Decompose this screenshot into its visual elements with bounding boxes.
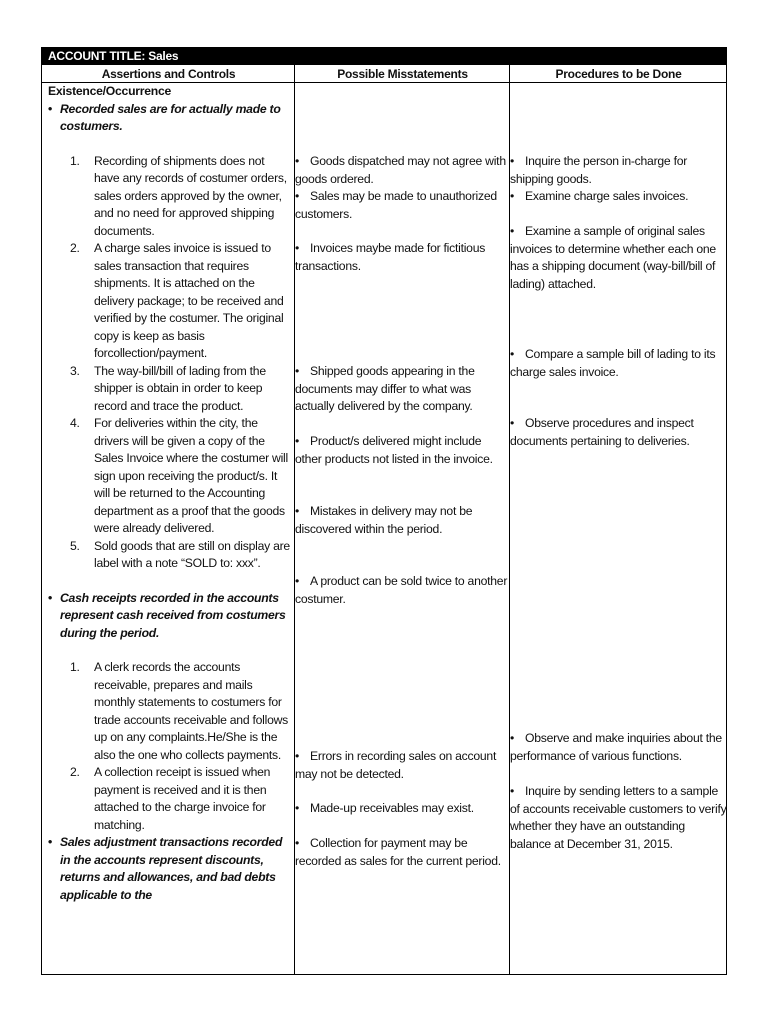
- assertions-column: [42, 83, 294, 974]
- procedure-item: • Inquire by sending letters to a sample of accounts receivable customers to verify whether they have an outstanding balance at December 31, 2015.: [510, 784, 727, 851]
- control-item: 1. Recording of shipments does not have any records of costumer orders, sales orders approved by the owner, and no need for approved shipping documents.: [70, 153, 287, 238]
- control-item: 2. A collection receipt is issued when payment is received and it is then attached to the charge invoice for matching.: [70, 765, 271, 832]
- misstatement-item: • Invoices maybe made for fictitious transactions.: [295, 241, 486, 273]
- audit-program-table: [41, 47, 727, 975]
- assertion-item: • Sales adjustment transactions recorded in the accounts represent discounts, returns and allowances, and bad debts applicable to the: [48, 834, 290, 904]
- procedure-item: • Observe and make inquiries about the performance of various functions.: [510, 731, 722, 763]
- procedure-item: • Examine charge sales invoices.: [510, 189, 689, 203]
- assertion-item: • Recorded sales are for actually made to costumers.: [48, 101, 290, 136]
- control-list: [48, 659, 290, 834]
- misstatement-item: • A product can be sold twice to another costumer.: [295, 574, 508, 606]
- misstatement-item: • Sales may be made to unauthorized customers.: [295, 189, 497, 221]
- section-heading: Existence/Occurrence: [48, 84, 172, 98]
- procedure-item: • Inquire the person in-charge for shipping goods.: [510, 154, 688, 186]
- misstatement-item: • Product/s delivered might include other products not listed in the invoice.: [295, 434, 493, 466]
- procedure-item: • Observe procedures and inspect documents pertaining to deliveries.: [510, 416, 694, 448]
- control-item: 3. The way-bill/bill of lading from the shipper is obtain in order to keep record and trace the product.: [70, 363, 266, 413]
- procedure-item: • Compare a sample bill of lading to its charge sales invoice.: [510, 347, 716, 379]
- control-item: 2. A charge sales invoice is issued to sales transaction that requires shipments. It is attached on the delivery package; to be received and verified by the costumer. The original copy is keep as basis forcollection/payment.: [70, 241, 284, 360]
- header-assertions: Assertions and Controls: [42, 65, 295, 83]
- misstatements-column: [295, 83, 509, 974]
- misstatement-item: • Errors in recording sales on account may not be detected.: [295, 749, 497, 781]
- control-item: 1. A clerk records the accounts receivable, prepares and mails monthly statements to costumers for trade accounts receivable and follows up on any complaints.He/She is the also the one who collects payments.: [70, 660, 288, 762]
- header-misstatements: Possible Misstatements: [295, 65, 510, 83]
- misstatement-item: • Goods dispatched may not agree with goods ordered.: [295, 154, 506, 186]
- misstatement-item: • Collection for payment may be recorded as sales for the current period.: [295, 836, 501, 868]
- procedures-column: [510, 83, 727, 974]
- account-title: ACCOUNT TITLE: Sales: [42, 48, 726, 65]
- header-procedures: Procedures to be Done: [510, 65, 727, 83]
- control-item: 4. For deliveries within the city, the drivers will be given a copy of the Sales Invoice where the costumer will sign upon receiving the product/s. It will be returned to the Accounting department as a proof that the goods were already delivered.: [70, 416, 288, 535]
- misstatement-item: • Mistakes in delivery may not be discovered within the period.: [295, 504, 473, 536]
- control-list: [48, 153, 290, 573]
- assertion-item: • Cash receipts recorded in the accounts represent cash received from costumers during the period.: [48, 590, 290, 643]
- control-item: 5. Sold goods that are still on display are label with a note “SOLD to: xxx”.: [70, 538, 290, 570]
- misstatement-item: • Made-up receivables may exist.: [295, 801, 474, 815]
- misstatement-item: • Shipped goods appearing in the documents may differ to what was actually delivered by the company.: [295, 364, 475, 413]
- procedure-item: • Examine a sample of original sales invoices to determine whether each one has a shipping document (way-bill/bill of lading) attached.: [510, 224, 716, 291]
